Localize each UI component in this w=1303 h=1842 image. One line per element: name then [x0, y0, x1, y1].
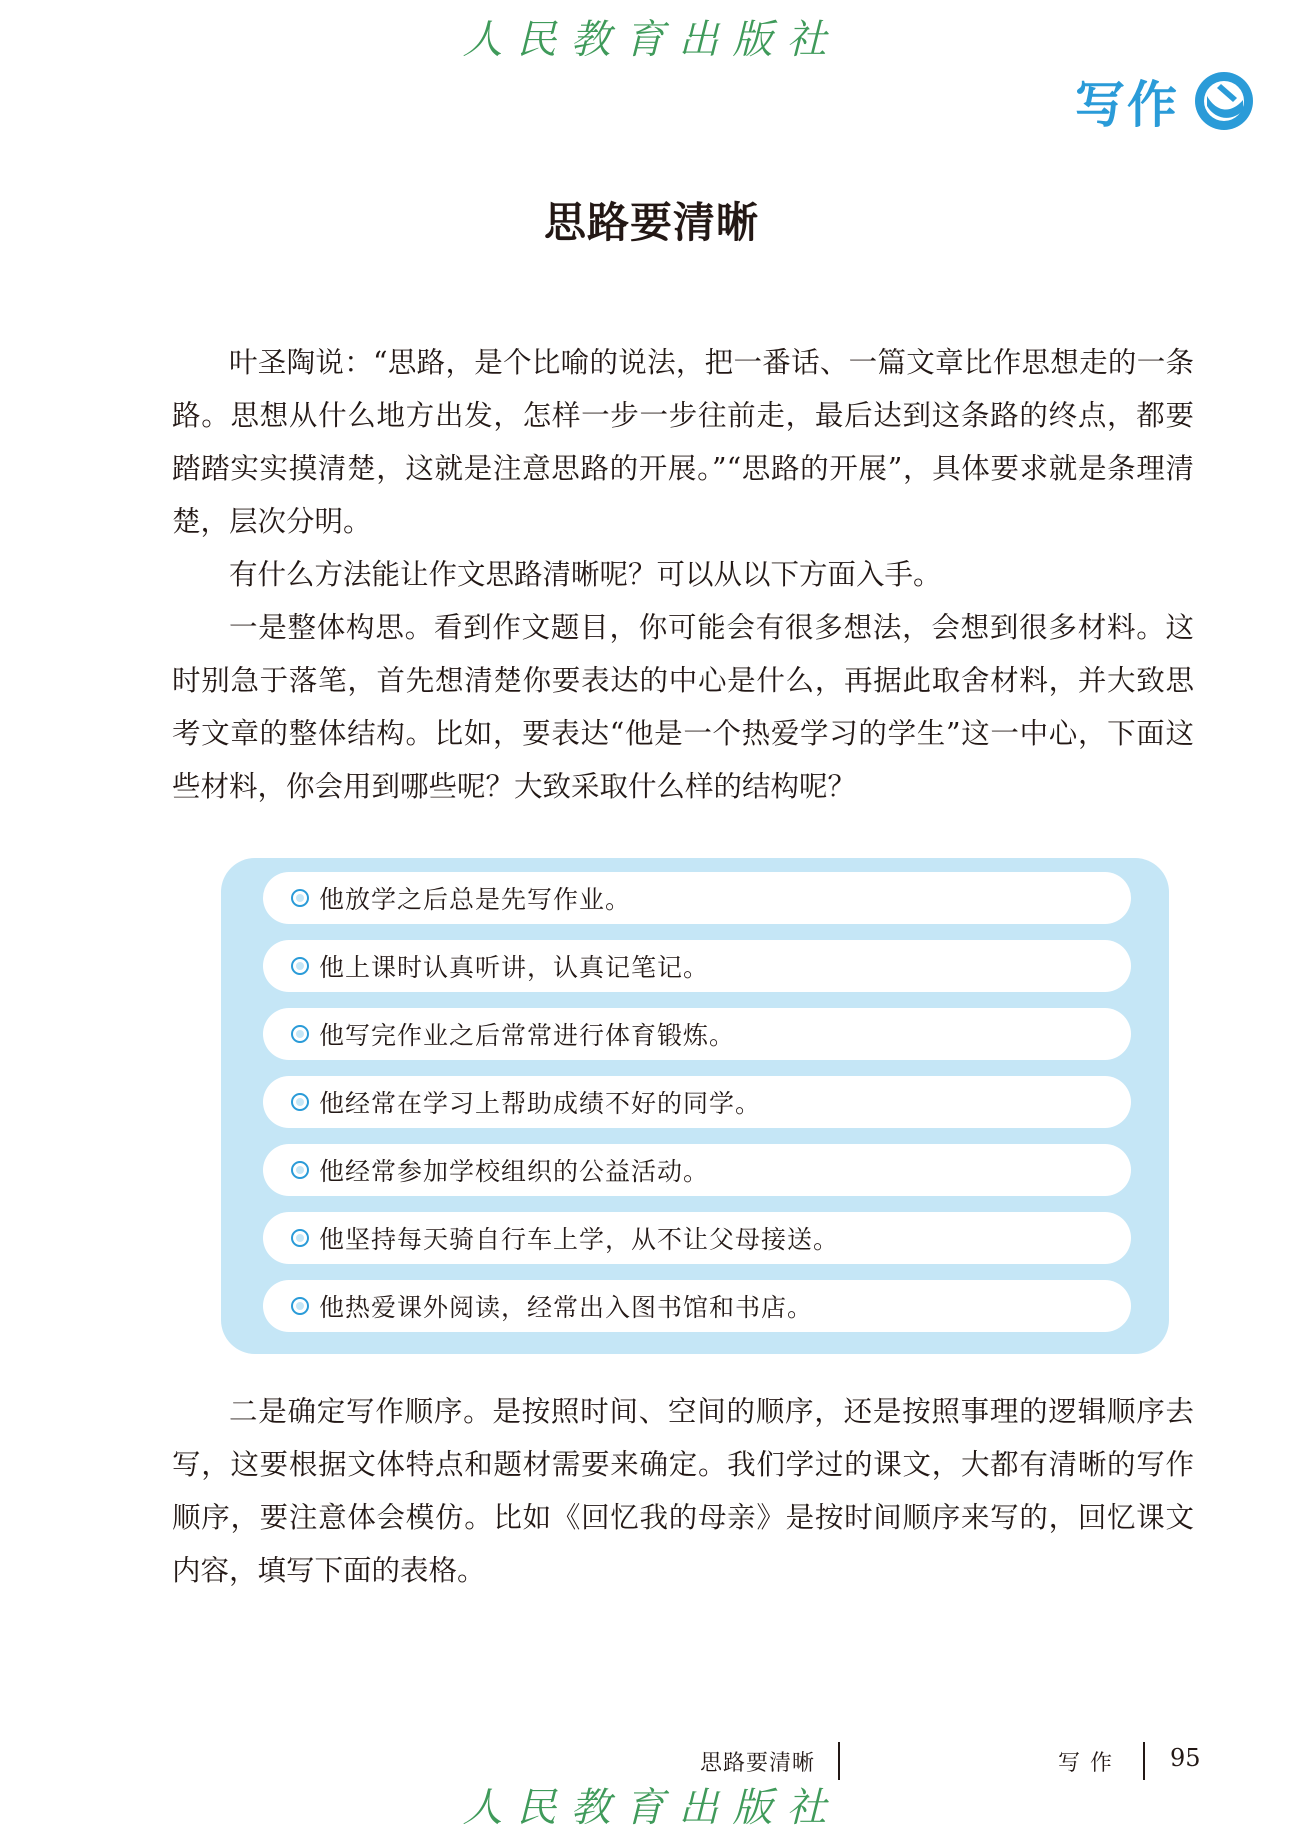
- body-text-top: [172, 336, 1194, 813]
- footer-title: 思路要清晰: [700, 1751, 816, 1776]
- circle-bullet-icon: [291, 1297, 309, 1315]
- list-item: [263, 940, 1131, 992]
- publisher-logo-top: 人民教育出版社: [462, 17, 841, 63]
- list-item-text: 他放学之后总是先写作业。: [319, 885, 632, 914]
- publisher-logo-bottom: 人民教育出版社: [462, 1785, 841, 1831]
- page-title: 思路要清晰: [543, 198, 759, 247]
- paragraph: 二是确定写作顺序。是按照时间、空间的顺序，还是按照事理的逻辑顺序去写，这要根据文体特点和题材需要来确定。我们学过的课文，大都有清晰的写作顺序，要注意体会模仿。比如《回忆我的母亲》是按时间顺序来写的，回忆课文内容，填写下面的表格。: [172, 1395, 1194, 1587]
- section-header: [1075, 66, 1255, 136]
- circle-bullet-icon: [291, 889, 309, 907]
- footer-divider: [838, 1742, 840, 1780]
- footer-divider: [1143, 1742, 1145, 1780]
- material-list-panel: [221, 858, 1169, 1354]
- list-item: [263, 1008, 1131, 1060]
- circle-bullet-icon: [291, 957, 309, 975]
- list-item-text: 他上课时认真听讲，认真记笔记。: [319, 953, 710, 982]
- list-item-text: 他热爱课外阅读，经常出入图书馆和书店。: [319, 1293, 814, 1322]
- footer-section: 写作: [1058, 1751, 1123, 1776]
- list-item-text: 他坚持每天骑自行车上学，从不让父母接送。: [319, 1225, 840, 1254]
- list-item-text: 他经常参加学校组织的公益活动。: [319, 1157, 710, 1186]
- list-item: [263, 872, 1131, 924]
- list-item: [263, 1280, 1131, 1332]
- list-item-text: 他写完作业之后常常进行体育锻炼。: [319, 1021, 736, 1050]
- paragraph: 有什么方法能让作文思路清晰呢？可以从以下方面入手。: [229, 558, 942, 591]
- circle-bullet-icon: [291, 1161, 309, 1179]
- circle-bullet-icon: [291, 1229, 309, 1247]
- section-label: 写作: [1075, 76, 1179, 134]
- circle-bullet-icon: [291, 1025, 309, 1043]
- list-item-text: 他经常在学习上帮助成绩不好的同学。: [319, 1089, 762, 1118]
- paragraph: 叶圣陶说：“思路，是个比喻的说法，把一番话、一篇文章比作思想走的一条路。思想从什么地方出发，怎样一步一步往前走，最后达到这条路的终点，都要踏踏实实摸清楚，这就是注意思路的开展。”“思路的开展”，具体要求就是条理清楚，层次分明。: [172, 346, 1194, 538]
- body-text-bottom: [172, 1385, 1194, 1597]
- circle-bullet-icon: [291, 1093, 309, 1111]
- writing-section-icon: [1193, 70, 1255, 132]
- paragraph: 一是整体构思。看到作文题目，你可能会有很多想法，会想到很多材料。这时别急于落笔，首先想清楚你要表达的中心是什么，再据此取舍材料，并大致思考文章的整体结构。比如，要表达“他是一个热爱学习的学生”这一中心，下面这些材料，你会用到哪些呢？大致采取什么样的结构呢？: [172, 611, 1194, 803]
- list-item: [263, 1144, 1131, 1196]
- page-number: 95: [1170, 1744, 1201, 1772]
- list-item: [263, 1076, 1131, 1128]
- list-item: [263, 1212, 1131, 1264]
